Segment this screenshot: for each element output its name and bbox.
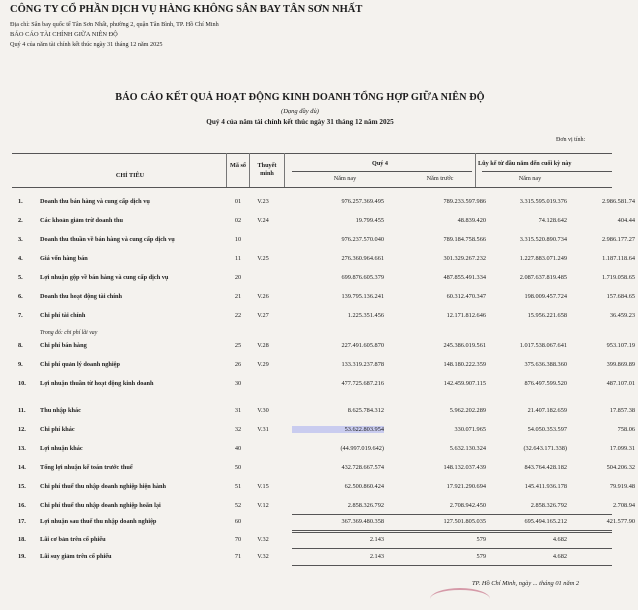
row-label: Giá vốn hàng bán (40, 255, 88, 262)
table-row (0, 464, 635, 478)
row-code: 32 (234, 426, 242, 433)
page-subtitle: (Dạng đầy đủ) (281, 108, 319, 115)
header-item: CHỈ TIÊU (115, 172, 145, 179)
row-label: Các khoản giảm trừ doanh thu (40, 217, 124, 224)
row-code: 22 (234, 312, 242, 319)
value-q4-prev-year: 2.708.942.450 (449, 502, 486, 509)
row-note: V.15 (257, 483, 269, 490)
row-number: 9. (18, 361, 23, 368)
value-q4-this-year: 276.360.964.661 (341, 255, 384, 262)
value-q4-prev-year: 5.962.202.289 (449, 407, 486, 414)
table-top-border (12, 153, 612, 154)
row-note: V.26 (257, 293, 269, 300)
header-q4-prev-year: Năm trước (426, 175, 454, 182)
table-row (0, 426, 635, 440)
value-ytd-this-year: 1.227.883.071.249 (519, 255, 567, 262)
row-label: Chi phí quản lý doanh nghiệp (40, 361, 120, 368)
value-ytd-this-year: 198.009.457.724 (524, 293, 567, 300)
value-q4-prev-year: 789.184.758.566 (443, 236, 486, 243)
row-number: 18. (18, 536, 26, 543)
value-ytd-prev-year: 79.919.48 (609, 483, 635, 490)
row-code: 26 (234, 361, 242, 368)
total-rule-top (292, 514, 612, 515)
row-code: 02 (234, 217, 242, 224)
row-label: Thu nhập khác (40, 407, 81, 414)
row-label: Doanh thu thuần về bán hàng và cung cấp dịch vụ (40, 236, 175, 243)
value-q4-this-year: 53.622.803.954 (292, 426, 384, 433)
row-number: 14. (18, 464, 26, 471)
row-note: V.32 (257, 553, 269, 560)
value-ytd-this-year: 375.636.388.360 (524, 361, 567, 368)
company-address: Địa chỉ: Sân bay quốc tế Tân Sơn Nhất, phường 2, quận Tân Bình, TP. Hồ Chí Minh (10, 21, 219, 28)
value-ytd-this-year: 3.315.595.019.376 (519, 198, 567, 205)
row-number: 3. (18, 236, 23, 243)
value-q4-this-year: 19.799.455 (355, 217, 384, 224)
table-row (0, 217, 635, 231)
header-code: Mã số (230, 162, 246, 169)
row-number: 12. (18, 426, 26, 433)
row-number: 16. (18, 502, 26, 509)
quarter-line: Quý 4 của năm tài chính kết thúc ngày 31 tháng 12 năm 2025 (206, 118, 394, 126)
eps-rule (292, 548, 612, 549)
row-note: V.23 (257, 198, 269, 205)
value-ytd-prev-year: 421.577.90 (606, 518, 635, 525)
value-ytd-prev-year: 17.099.31 (609, 445, 635, 452)
unit-label: Đơn vị tính: (556, 137, 586, 143)
table-row (0, 380, 635, 394)
value-q4-prev-year: 487.855.491.334 (443, 274, 486, 281)
row-code: 30 (234, 380, 242, 387)
row-label: Lợi nhuận gộp về bán hàng và cung cấp dịch vụ (40, 274, 169, 281)
value-ytd-this-year: 74.128.642 (538, 217, 567, 224)
value-ytd-this-year: 843.764.428.182 (524, 464, 567, 471)
value-q4-this-year: (44.997.019.642) (340, 445, 384, 452)
q4-subheader-line (292, 171, 472, 172)
row-code: 51 (234, 483, 242, 490)
total-rule-bottom (292, 530, 612, 531)
row-number: 11. (18, 407, 26, 414)
value-q4-this-year: 432.728.667.574 (341, 464, 384, 471)
value-q4-this-year: 8.625.784.312 (347, 407, 384, 414)
value-q4-this-year: 976.257.369.495 (341, 198, 384, 205)
value-ytd-this-year: (32.643.171.338) (523, 445, 567, 452)
header-note: Thuyết minh (257, 162, 277, 177)
row-label: Lợi nhuận khác (40, 445, 83, 452)
value-q4-this-year: 133.319.237.878 (341, 361, 384, 368)
value-ytd-this-year: 21.407.182.659 (527, 407, 567, 414)
row-label: Lãi suy giảm trên cổ phiếu (40, 553, 112, 560)
row-code: 11 (234, 255, 242, 262)
page-title: BÁO CÁO KẾT QUẢ HOẠT ĐỘNG KINH DOANH TỔNG HỢP GIỮA NIÊN ĐỘ (115, 92, 485, 103)
column-divider (284, 153, 285, 187)
table-header-bottom-border (12, 187, 612, 188)
row-number: 17. (18, 518, 26, 525)
value-ytd-prev-year: 404.44 (617, 217, 635, 224)
report-type: BÁO CÁO TÀI CHÍNH GIỮA NIÊN ĐỘ (10, 31, 118, 38)
value-q4-this-year: 2.143 (369, 536, 384, 543)
value-ytd-prev-year: 1.719.058.65 (601, 274, 635, 281)
row-number: 1. (18, 198, 23, 205)
row-note: V.24 (257, 217, 269, 224)
row-number: 13. (18, 445, 26, 452)
value-q4-prev-year: 579 (476, 536, 486, 543)
row-note: V.28 (257, 342, 269, 349)
value-ytd-this-year: 1.017.538.067.641 (519, 342, 567, 349)
row-note: V.29 (257, 361, 269, 368)
value-q4-prev-year: 17.921.290.694 (446, 483, 486, 490)
value-q4-prev-year: 148.180.222.359 (443, 361, 486, 368)
row-note: V.27 (257, 312, 269, 319)
table-row (0, 274, 635, 288)
company-name: CÔNG TY CỔ PHẦN DỊCH VỤ HÀNG KHÔNG SÂN BAY TÂN SƠN NHẤT (10, 4, 363, 15)
row-code: 71 (234, 553, 242, 560)
ytd-subheader-line (482, 171, 612, 172)
eps-rule-bottom (292, 565, 612, 566)
row-number: 19. (18, 553, 26, 560)
value-ytd-this-year: 4.682 (552, 553, 567, 560)
row-code: 52 (234, 502, 242, 509)
row-number: 7. (18, 312, 23, 319)
value-ytd-prev-year: 504.206.32 (606, 464, 635, 471)
value-ytd-prev-year: 758.06 (617, 426, 635, 433)
value-ytd-this-year: 54.050.353.597 (527, 426, 567, 433)
value-ytd-prev-year: 487.107.01 (606, 380, 635, 387)
row-label: Lãi cơ bản trên cổ phiếu (40, 536, 106, 543)
row-number: 6. (18, 293, 23, 300)
value-ytd-prev-year: 17.857.38 (609, 407, 635, 414)
value-q4-this-year: 699.876.605.379 (341, 274, 384, 281)
value-ytd-this-year: 3.315.520.890.734 (519, 236, 567, 243)
value-ytd-prev-year: 2.986.581.74 (601, 198, 635, 205)
row-label: Doanh thu bán hàng và cung cấp dịch vụ (40, 198, 150, 205)
value-q4-this-year: 1.225.351.456 (347, 312, 384, 319)
value-q4-this-year: 976.237.570.040 (341, 236, 384, 243)
value-ytd-prev-year: 2.986.177.27 (601, 236, 635, 243)
row-label: Tổng lợi nhuận kế toán trước thuế (40, 464, 133, 471)
row-code: 70 (234, 536, 242, 543)
row-label: Lợi nhuận thuần từ hoạt động kinh doanh (40, 380, 154, 387)
value-q4-this-year: 62.500.860.424 (344, 483, 384, 490)
value-q4-prev-year: 245.386.019.561 (443, 342, 486, 349)
table-row (0, 312, 635, 326)
value-q4-prev-year: 789.233.597.986 (443, 198, 486, 205)
value-q4-prev-year: 12.171.812.646 (446, 312, 486, 319)
row-code: 10 (234, 236, 242, 243)
value-ytd-this-year: 4.682 (552, 536, 567, 543)
value-ytd-prev-year: 1.187.118.64 (602, 255, 635, 262)
value-q4-this-year: 2.143 (369, 553, 384, 560)
row-label: Doanh thu hoạt động tài chính (40, 293, 123, 300)
row-label: Lợi nhuận sau thuế thu nhập doanh nghiệp (40, 518, 157, 525)
header-q4: Quý 4 (372, 160, 388, 167)
total-rule-bottom-double (292, 532, 612, 533)
row-code: 60 (234, 518, 242, 525)
row-number: 8. (18, 342, 23, 349)
row-note: V.30 (257, 407, 269, 414)
value-q4-prev-year: 5.632.130.324 (449, 445, 486, 452)
header-ytd-this-year: Năm nay (518, 175, 542, 182)
header-ytd: Lũy kế từ đầu năm đến cuối kỳ này (478, 160, 572, 167)
value-q4-this-year: 139.795.136.241 (341, 293, 384, 300)
value-ytd-this-year: 145.411.936.178 (524, 483, 567, 490)
row-note: V.32 (257, 536, 269, 543)
value-ytd-this-year: 876.497.599.520 (524, 380, 567, 387)
value-q4-prev-year: 330.071.965 (454, 426, 486, 433)
row-code: 40 (234, 445, 242, 452)
row-code: 50 (234, 464, 242, 471)
value-q4-this-year: 477.725.687.216 (341, 380, 384, 387)
row-number: 10. (18, 380, 26, 387)
value-q4-prev-year: 301.329.267.232 (443, 255, 486, 262)
value-ytd-prev-year: 2.708.94 (612, 502, 635, 509)
row-number: 2. (18, 217, 23, 224)
table-row (0, 361, 635, 375)
value-q4-this-year: 2.858.326.792 (347, 502, 384, 509)
value-q4-this-year: 227.491.605.870 (341, 342, 384, 349)
header-q4-this-year: Năm nay (333, 175, 357, 182)
row-note: V.25 (257, 255, 269, 262)
signing-place-date: TP. Hồ Chí Minh, ngày ... tháng 01 năm 2 (472, 580, 580, 587)
table-row (0, 236, 635, 250)
table-row (0, 445, 635, 459)
table-row (0, 342, 635, 356)
row-label: Chi phí bán hàng (40, 342, 87, 349)
table-row (0, 483, 635, 497)
value-ytd-prev-year: 157.684.65 (606, 293, 635, 300)
table-row (0, 198, 635, 212)
row-label: Chi phí thuế thu nhập doanh nghiệp hiện hành (40, 483, 167, 490)
table-row (0, 255, 635, 269)
interest-expense-note: Trong đó: chi phí lãi vay (40, 330, 98, 336)
row-label: Chi phí thuế thu nhập doanh nghiệp hoãn lại (40, 502, 161, 509)
value-ytd-prev-year: 399.869.89 (606, 361, 635, 368)
row-code: 01 (234, 198, 242, 205)
row-note: V.12 (257, 502, 269, 509)
row-number: 15. (18, 483, 26, 490)
table-row (0, 293, 635, 307)
value-ytd-prev-year: 953.107.19 (606, 342, 635, 349)
stamp-edge (430, 588, 490, 610)
column-divider (226, 153, 227, 187)
value-q4-prev-year: 60.312.470.347 (446, 293, 486, 300)
row-code: 20 (234, 274, 242, 281)
value-ytd-this-year: 2.858.326.792 (530, 502, 567, 509)
value-ytd-prev-year: 36.459.23 (609, 312, 635, 319)
row-number: 4. (18, 255, 23, 262)
row-label: Chi phí khác (40, 426, 75, 433)
value-ytd-this-year: 15.956.221.658 (527, 312, 567, 319)
row-code: 25 (234, 342, 242, 349)
report-period: Quý 4 của năm tài chính kết thúc ngày 31 tháng 12 năm 2025 (10, 41, 163, 48)
value-q4-prev-year: 127.501.805.035 (443, 518, 486, 525)
value-q4-prev-year: 48.839.420 (457, 217, 486, 224)
row-note: V.31 (257, 426, 269, 433)
value-ytd-this-year: 695.494.165.212 (524, 518, 567, 525)
row-code: 21 (234, 293, 242, 300)
value-ytd-this-year: 2.087.637.819.485 (519, 274, 567, 281)
value-q4-this-year: 367.369.480.358 (341, 518, 384, 525)
row-label: Chi phí tài chính (40, 312, 86, 319)
column-divider (475, 153, 476, 187)
table-row (0, 407, 635, 421)
value-q4-prev-year: 142.459.907.115 (443, 380, 486, 387)
value-q4-prev-year: 148.132.037.439 (443, 464, 486, 471)
row-number: 5. (18, 274, 23, 281)
row-code: 31 (234, 407, 242, 414)
value-q4-prev-year: 579 (476, 553, 486, 560)
